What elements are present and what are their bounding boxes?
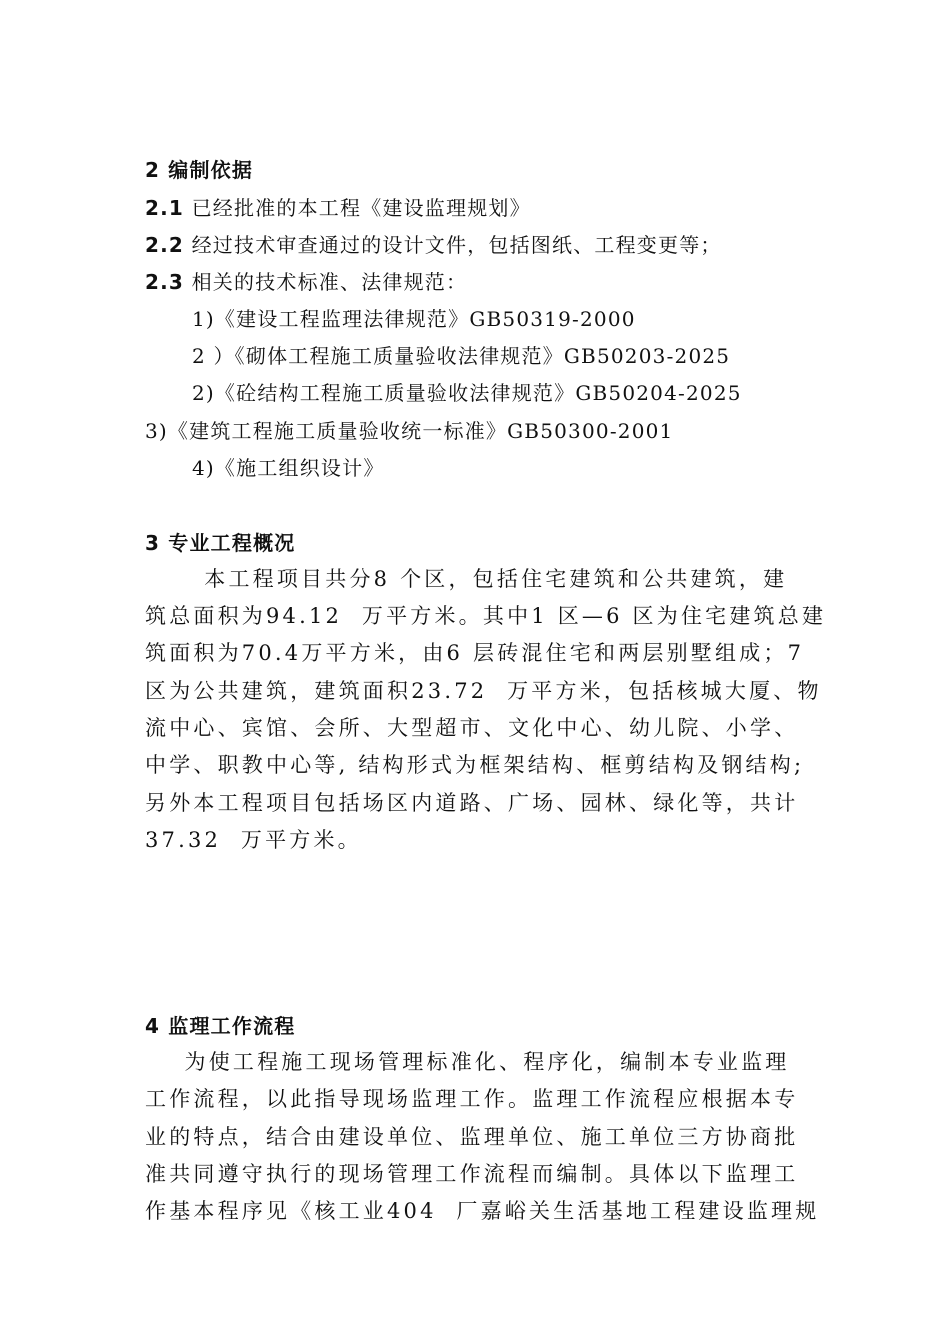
reference-5: 4)《施工组织设计》 xyxy=(192,456,385,480)
section-4-line-5: 作基本程序见《核工业404 厂嘉峪关生活基地工程建设监理规 xyxy=(145,1199,820,1223)
item-text: 已经批准的本工程《建设监理规划》 xyxy=(184,196,531,220)
section-3-line-2: 筑总面积为94.12 万平方米。其中1 区—6 区为住宅建筑总建 xyxy=(145,604,827,628)
section-3-line-3: 筑面积为70.4万平方米，由6 层砖混住宅和两层别墅组成；7 xyxy=(145,641,805,665)
section-3-heading: 3 专业工程概况 xyxy=(145,531,296,555)
reference-2: 2 ）《砌体工程施工质量验收法律规范》GB50203-2025 xyxy=(192,344,731,368)
item-text: 相关的技术标准、法律规范： xyxy=(184,270,468,294)
section-4-line-2: 工作流程，以此指导现场监理工作。监理工作流程应根据本专 xyxy=(145,1087,799,1111)
item-2-1 xyxy=(145,195,531,221)
item-number: 2.1 xyxy=(145,196,185,220)
reference-3: 2)《砼结构工程施工质量验收法律规范》GB50204-2025 xyxy=(192,381,742,405)
item-number: 2.3 xyxy=(145,270,185,294)
reference-4: 3)《建筑工程施工质量验收统一标准》GB50300-2001 xyxy=(145,419,674,443)
section-3-line-8: 37.32 万平方米。 xyxy=(145,828,362,852)
section-2-heading: 2 编制依据 xyxy=(145,158,254,182)
section-3-line-1: 本工程项目共分8 个区，包括住宅建筑和公共建筑，建 xyxy=(145,567,788,591)
item-number: 2.2 xyxy=(145,233,185,257)
item-2-2 xyxy=(145,232,722,258)
section-4-line-3: 业的特点，结合由建设单位、监理单位、施工单位三方协商批 xyxy=(145,1125,799,1149)
reference-1: 1)《建设工程监理法律规范》GB50319-2000 xyxy=(192,307,636,331)
section-4-heading: 4 监理工作流程 xyxy=(145,1014,296,1038)
item-text: 经过技术审查通过的设计文件，包括图纸、工程变更等； xyxy=(184,233,722,257)
item-2-3 xyxy=(145,269,467,295)
section-4-line-4: 准共同遵守执行的现场管理工作流程而编制。具体以下监理工 xyxy=(145,1162,799,1186)
section-3-line-4: 区为公共建筑，建筑面积23.72 万平方米，包括核城大厦、物 xyxy=(145,679,822,703)
section-3-line-7: 另外本工程项目包括场区内道路、广场、园林、绿化等，共计 xyxy=(145,791,799,815)
section-3-line-5: 流中心、宾馆、会所、大型超市、文化中心、幼儿院、小学、 xyxy=(145,716,799,740)
section-4-line-1: 为使工程施工现场管理标准化、程序化，编制本专业监理 xyxy=(145,1050,790,1074)
section-3-line-6: 中学、职教中心等, 结构形式为框架结构、框剪结构及钢结构; xyxy=(145,753,805,777)
